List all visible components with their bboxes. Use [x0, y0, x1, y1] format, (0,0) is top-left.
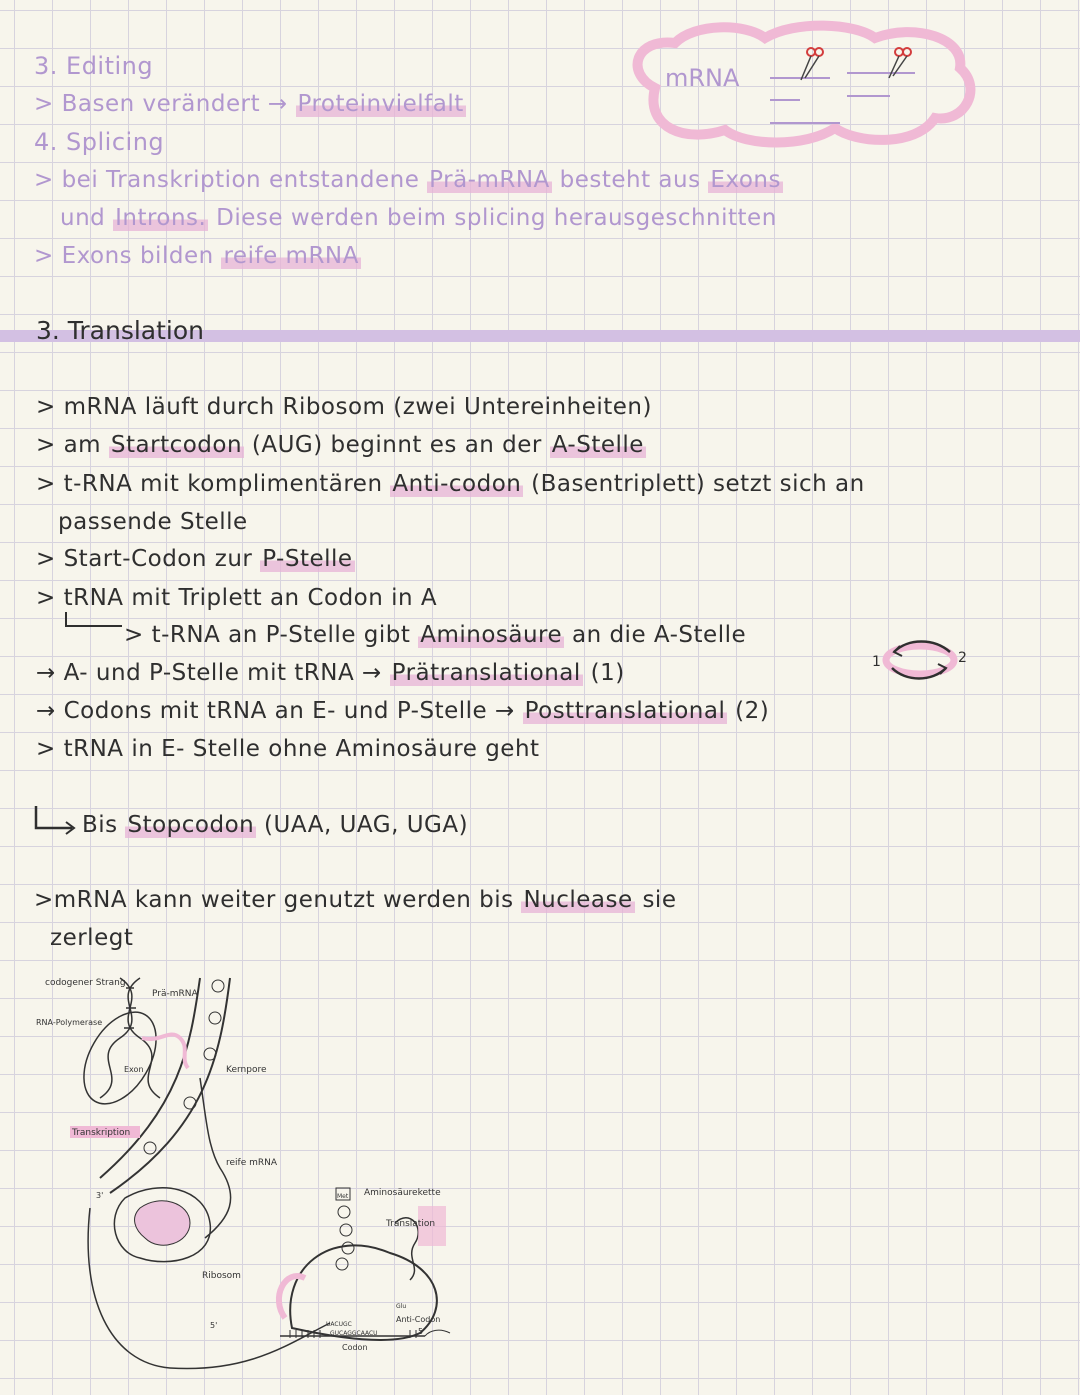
- protein-biosynthesis-diagram: [30, 968, 510, 1388]
- translation-line-11-a: Bis: [82, 812, 118, 838]
- label-translation: Translation: [386, 1219, 436, 1229]
- editing-line-1-text: > Basen verändert →: [34, 91, 288, 117]
- translation-heading: 3. Translation: [36, 316, 205, 345]
- introns-highlight: Introns.: [115, 205, 207, 231]
- label-exon: Exon: [124, 1065, 144, 1074]
- translation-line-13: zerlegt: [50, 925, 134, 951]
- translation-line-3: [36, 471, 865, 497]
- label-codon: Codon: [342, 1343, 368, 1352]
- amino-acid-bead: [340, 1224, 352, 1236]
- label-seq-1: UACUGC: [326, 1321, 352, 1328]
- nuclear-membrane-outer: [110, 978, 230, 1193]
- label-anticodon: Anti-Codon: [396, 1315, 441, 1324]
- splicing-line-3-a: > Exons bilden: [34, 243, 214, 269]
- editing-line-1: [34, 91, 466, 117]
- scissors-icon: [801, 48, 823, 80]
- splicing-line-1: [34, 167, 783, 193]
- prae-mrna-highlight: Prä-mRNA: [429, 167, 550, 193]
- cycle-label-1: 1: [872, 654, 881, 670]
- label-codogen: codogener Strang: [45, 978, 126, 988]
- splicing-line-1-b: besteht aus: [559, 167, 701, 193]
- label-kernpore: Kernpore: [226, 1065, 267, 1075]
- translation-line-11: [82, 812, 468, 838]
- startcodon-highlight: Startcodon: [110, 432, 243, 458]
- hook-arrow-icon: [62, 610, 132, 638]
- translation-line-2-a: > am: [36, 432, 102, 458]
- label-5prime-end: 5': [418, 1327, 426, 1336]
- translation-line-11-b: (UAA, UAG, UGA): [264, 812, 469, 838]
- amino-acid-bead: [338, 1206, 350, 1218]
- nuclear-membrane-inner: [100, 978, 200, 1178]
- splicing-line-2-b: Diese werden beim splicing herausgeschnitten: [216, 205, 777, 231]
- label-rna-polymerase: RNA-Polymerase: [36, 1018, 103, 1027]
- stopcodon-highlight: Stopcodon: [127, 812, 255, 838]
- aminosaeure-highlight: Aminosäure: [420, 622, 563, 648]
- anticodon-highlight: Anti-codon: [392, 471, 522, 497]
- translation-line-8-b: (1): [590, 660, 625, 686]
- label-seq-2: GUCAGGCAACU: [330, 1330, 378, 1337]
- exons-highlight: Exons: [710, 167, 781, 193]
- translation-line-3-a: > t-RNA mit komplimentären: [36, 471, 383, 497]
- proteinvielfalt-highlight: Proteinvielfalt: [297, 91, 464, 117]
- label-transkription: Transkription: [72, 1128, 131, 1138]
- nuclear-pore: [209, 1012, 221, 1024]
- p-stelle-highlight: P-Stelle: [262, 546, 353, 572]
- down-right-arrow-icon: [32, 804, 82, 838]
- splicing-line-3: [34, 243, 361, 269]
- cycle-label-2: 2: [958, 650, 967, 666]
- a-stelle-highlight: A-Stelle: [551, 432, 644, 458]
- nuclear-pore: [144, 1142, 156, 1154]
- splicing-heading: 4. Splicing: [34, 128, 165, 156]
- label-ribosom: Ribosom: [202, 1271, 241, 1281]
- nuclear-pore: [204, 1048, 216, 1060]
- label-5prime: 5': [210, 1321, 218, 1330]
- ribosome-protein: [135, 1201, 190, 1245]
- translation-line-5: [36, 546, 355, 572]
- praetranslational-highlight: Prätranslational: [391, 660, 581, 686]
- amino-acid-bead: [342, 1242, 354, 1254]
- reife-mrna-highlight: reife mRNA: [223, 243, 359, 269]
- translation-line-9-a: → Codons mit tRNA an E- und P-Stelle →: [36, 698, 515, 724]
- editing-heading: 3. Editing: [34, 52, 154, 80]
- translation-line-6: > tRNA mit Triplett an Codon in A: [36, 585, 438, 611]
- label-glu: Glu: [396, 1303, 407, 1310]
- translation-line-10: > tRNA in E- Stelle ohne Aminosäure geht: [36, 736, 540, 762]
- nuclear-pore: [184, 1097, 196, 1109]
- mrna-cloud-sketch: [615, 18, 985, 158]
- translation-line-3-b: (Basentriplett) setzt sich an: [531, 471, 865, 497]
- translation-ribosome: [290, 1245, 437, 1340]
- posttranslational-highlight: Posttranslational: [524, 698, 726, 724]
- translation-line-8: [36, 660, 625, 686]
- label-3prime: 3': [96, 1191, 104, 1200]
- splicing-line-2-a: und: [60, 205, 106, 231]
- translation-line-7-b: an die A-Stelle: [571, 622, 747, 648]
- nuclease-highlight: Nuclease: [523, 887, 633, 913]
- translation-line-5-a: > Start-Codon zur: [36, 546, 253, 572]
- label-prae-mrna: Prä-mRNA: [152, 989, 198, 999]
- splicing-line-2: [60, 205, 777, 231]
- label-aminosaeurekette: Aminosäurekette: [364, 1188, 441, 1198]
- nuclear-pore: [212, 980, 224, 992]
- translation-line-7: [124, 622, 746, 648]
- cycle-arrows-icon: [868, 632, 978, 692]
- cloud-mrna-label: mRNA: [665, 64, 740, 92]
- splicing-line-1-a: > bei Transkription entstandene: [34, 167, 420, 193]
- label-met: Met: [337, 1193, 349, 1200]
- translation-line-8-a: → A- und P-Stelle mit tRNA →: [36, 660, 382, 686]
- translation-line-9: [36, 698, 769, 724]
- translation-line-1: > mRNA läuft durch Ribosom (zwei Untereinheiten): [36, 394, 652, 420]
- label-reife-mrna: reife mRNA: [226, 1158, 278, 1168]
- translation-line-4: passende Stelle: [58, 509, 248, 535]
- translation-line-2: [36, 432, 646, 458]
- translation-line-9-b: (2): [735, 698, 770, 724]
- translation-line-2-b: (AUG) beginnt es an der: [251, 432, 542, 458]
- mrna-end: [425, 1330, 450, 1336]
- translation-line-12: [34, 887, 676, 913]
- translation-line-7-a: > t-RNA an P-Stelle gibt: [124, 622, 411, 648]
- translation-line-12-a: >mRNA kann weiter genutzt werden bis: [34, 887, 514, 913]
- translation-line-12-b: sie: [642, 887, 677, 913]
- amino-acid-bead: [336, 1258, 348, 1270]
